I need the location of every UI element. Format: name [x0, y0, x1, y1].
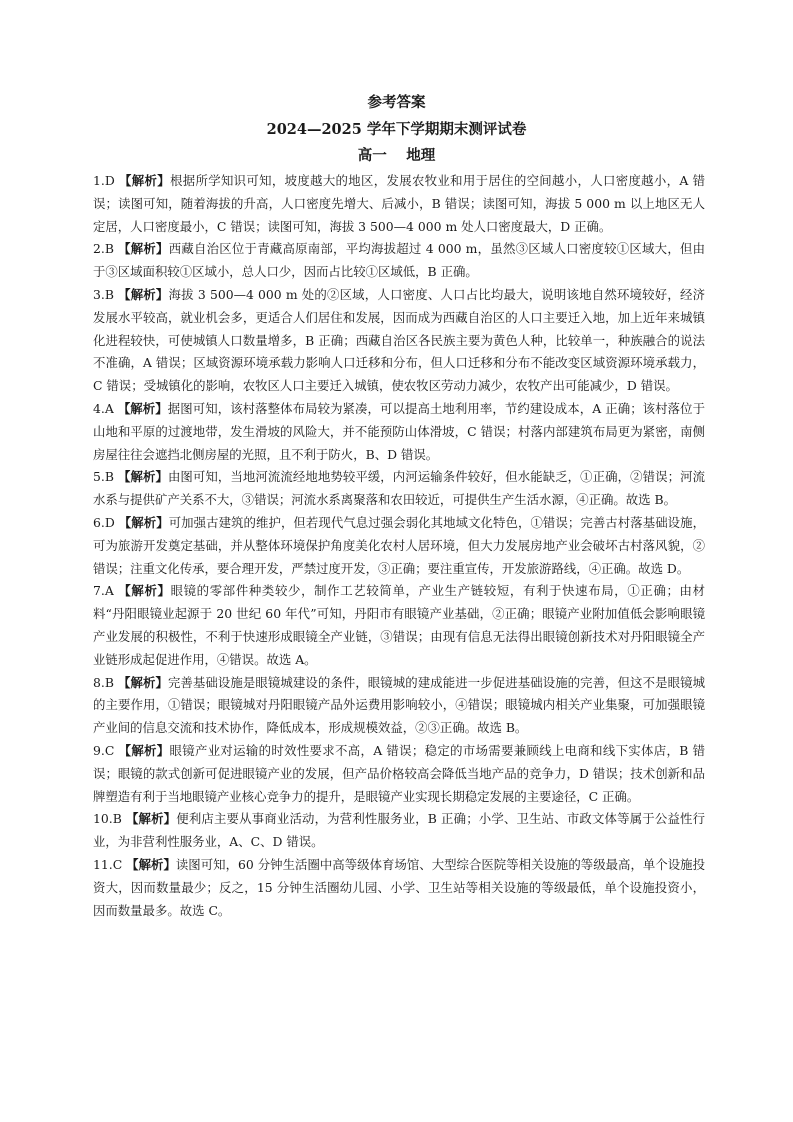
answer-number: 8.B [93, 674, 118, 690]
analysis-tag: 【解析】 [117, 469, 168, 485]
analysis-tag: 【解析】 [119, 173, 170, 188]
answer-number: 3.B [93, 286, 119, 302]
answer-explanation: 海拔 3 500—4 000 m 处的②区域，人口密度、人口占比均最大，说明该地自然环境较好，经济发展水平较高，就业机会多，更适合人们居住和发展，因而成为西藏自治区的人口主要迁入地，加上近年来城镇化进程较快，可使城镇人口数量增多，B 正确；西藏自治区各民族主要为黄色人种，比较单一，种族融合的说法不准确，A 错误；区域资源环境承载力影响人口迁移和分布，但人口迁移和分布不能改变区域资源环境承载力，C 错误；受城镇化的影响，农牧区人口主要迁入城镇，使农牧区劳动力减少，农牧产出可能减少，D 错误。 [93, 286, 705, 394]
answer-item-10 [93, 808, 705, 854]
analysis-tag: 【解析】 [126, 856, 176, 872]
answer-number: 11.C [93, 856, 127, 872]
answer-explanation: 便利店主要从事商业活动，为营利性服务业，B 正确；小学、卫生站、市政文体等属于公益性行业，为非营利性服务业，A、C、D 错误。 [93, 811, 705, 850]
answer-item-8 [93, 672, 705, 740]
answer-number: 2.B [93, 241, 119, 257]
answer-item-11 [93, 854, 705, 922]
answer-number: 5.B [93, 469, 118, 485]
answer-number: 6.D [93, 514, 119, 530]
answer-explanation: 可加强古建筑的维护，但若现代气息过强会弱化其地域文化特色，①错误；完善古村落基础设施，可为旅游开发奠定基础，并从整体环境保护角度美化农村人居环境，但大力发展房地产业会破坏古村落风貌，②错误；注重文化传承，要合理开发，严禁过度开发，③正确；要注重宣传，开发旅游路线，④正确。故选 D。 [93, 514, 706, 576]
analysis-tag: 【解析】 [125, 811, 177, 827]
answer-explanation: 完善基础设施是眼镜城建设的条件，眼镜城的建成能进一步促进基础设施的完善，但这不是眼镜城的主要作用，①错误；眼镜城对丹阳眼镜产品外运费用影响较小，④错误；眼镜城内相关产业集聚，可加强眼镜产业间的信息交流和技术协作，降低成本，形成规模效益，②③正确。故选 B。 [93, 674, 705, 736]
answer-number: 4.A [93, 400, 118, 416]
analysis-tag: 【解析】 [117, 674, 168, 690]
answer-item-7 [93, 580, 705, 671]
answer-explanation: 根据所学知识可知，坡度越大的地区，发展农牧业和用于居住的空间越小，人口密度越小，A 错误；读图可知，随着海拔的升高，人口密度先增大、后减小，B 错误；读图可知，海拔 5 000 m 以上地区无人定居，人口密度最小，C 错误；读图可知，海拔 3 500—4 000 m 处人口密度最大，D 正确。 [93, 173, 706, 234]
document-title: 参考答案 [367, 94, 426, 111]
answer-item-5 [93, 466, 705, 512]
answer-list [93, 170, 705, 922]
grade-subject: 高一 地理 [357, 147, 436, 164]
answer-explanation: 眼镜的零部件种类较少，制作工艺较简单，产业生产链较短，有利于快速布局，①正确；由材料“丹阳眼镜业起源于 20 世纪 60 年代”可知，丹阳市有眼镜产业基础，②正确；眼镜产业附加值低会影响眼镜产业发展的积极性，不利于快速形成眼镜全产业链，③错误；由现有信息无法得出眼镜创新技术对丹阳眼镜全产业链形成起促进作用，④错误。故选 A。 [93, 583, 705, 667]
answer-item-9 [93, 740, 705, 808]
answer-number: 9.C [93, 742, 119, 758]
answer-number: 10.B [93, 811, 126, 827]
answer-explanation: 由图可知，当地河流流经地地势较平缓，内河运输条件较好，但水能缺乏，①正确，②错误；河流水系与提供矿产关系不大，③错误；河流水系离聚落和农田较近，可提供生产生活水源，④正确。故选 B。 [93, 469, 705, 508]
analysis-tag: 【解析】 [118, 514, 169, 530]
answer-explanation: 西藏自治区位于青藏高原南部，平均海拔超过 4 000 m，虽然③区域人口密度较①区域大，但由于③区域面积较①区域小，总人口少，因而占比较①区域低，B 正确。 [93, 241, 705, 280]
analysis-tag: 【解析】 [118, 241, 169, 257]
answer-explanation: 读图可知，60 分钟生活圈中高等级体育场馆、大型综合医院等相关设施的等级最高，单个设施投资大，因而数量最少；反之，15 分钟生活圈幼儿园、小学、卫生站等相关设施的等级最低，单个设施投资小，因而数量最多。故选 C。 [93, 856, 706, 918]
analysis-tag: 【解析】 [118, 286, 169, 302]
analysis-tag: 【解析】 [118, 742, 170, 758]
answer-number: 7.A [93, 583, 119, 599]
exam-subtitle: 2024—2025 学年下学期期末测评试卷 [266, 121, 527, 138]
analysis-tag: 【解析】 [118, 583, 171, 599]
answer-item-1 [93, 170, 705, 238]
answer-number: 1.D [93, 173, 120, 188]
answer-item-4 [93, 398, 705, 466]
answer-explanation: 眼镜产业对运输的时效性要求不高，A 错误；稳定的市场需要兼顾线上电商和线下实体店，B 错误；眼镜的款式创新可促进眼镜产业的发展，但产品价格较高会降低当地产品的竞争力，D 错误；技术创新和品牌塑造有利于当地眼镜产业核心竞争力的提升，是眼镜产业实现长期稳定发展的主要途径，C 正确。 [93, 742, 705, 804]
analysis-tag: 【解析】 [117, 400, 168, 416]
answer-item-2 [93, 238, 705, 284]
answer-item-3 [93, 284, 705, 398]
answer-explanation: 据图可知，该村落整体布局较为紧凑，可以提高土地利用率，节约建设成本，A 正确；该村落位于山地和平原的过渡地带，发生滑坡的风险大，并不能预防山体滑坡，C 错误；村落内部建筑布局更为紧密，南侧房屋往往会遮挡北侧房屋的光照，且不利于防火，B、D 错误。 [93, 400, 706, 462]
answer-item-6 [93, 512, 705, 580]
